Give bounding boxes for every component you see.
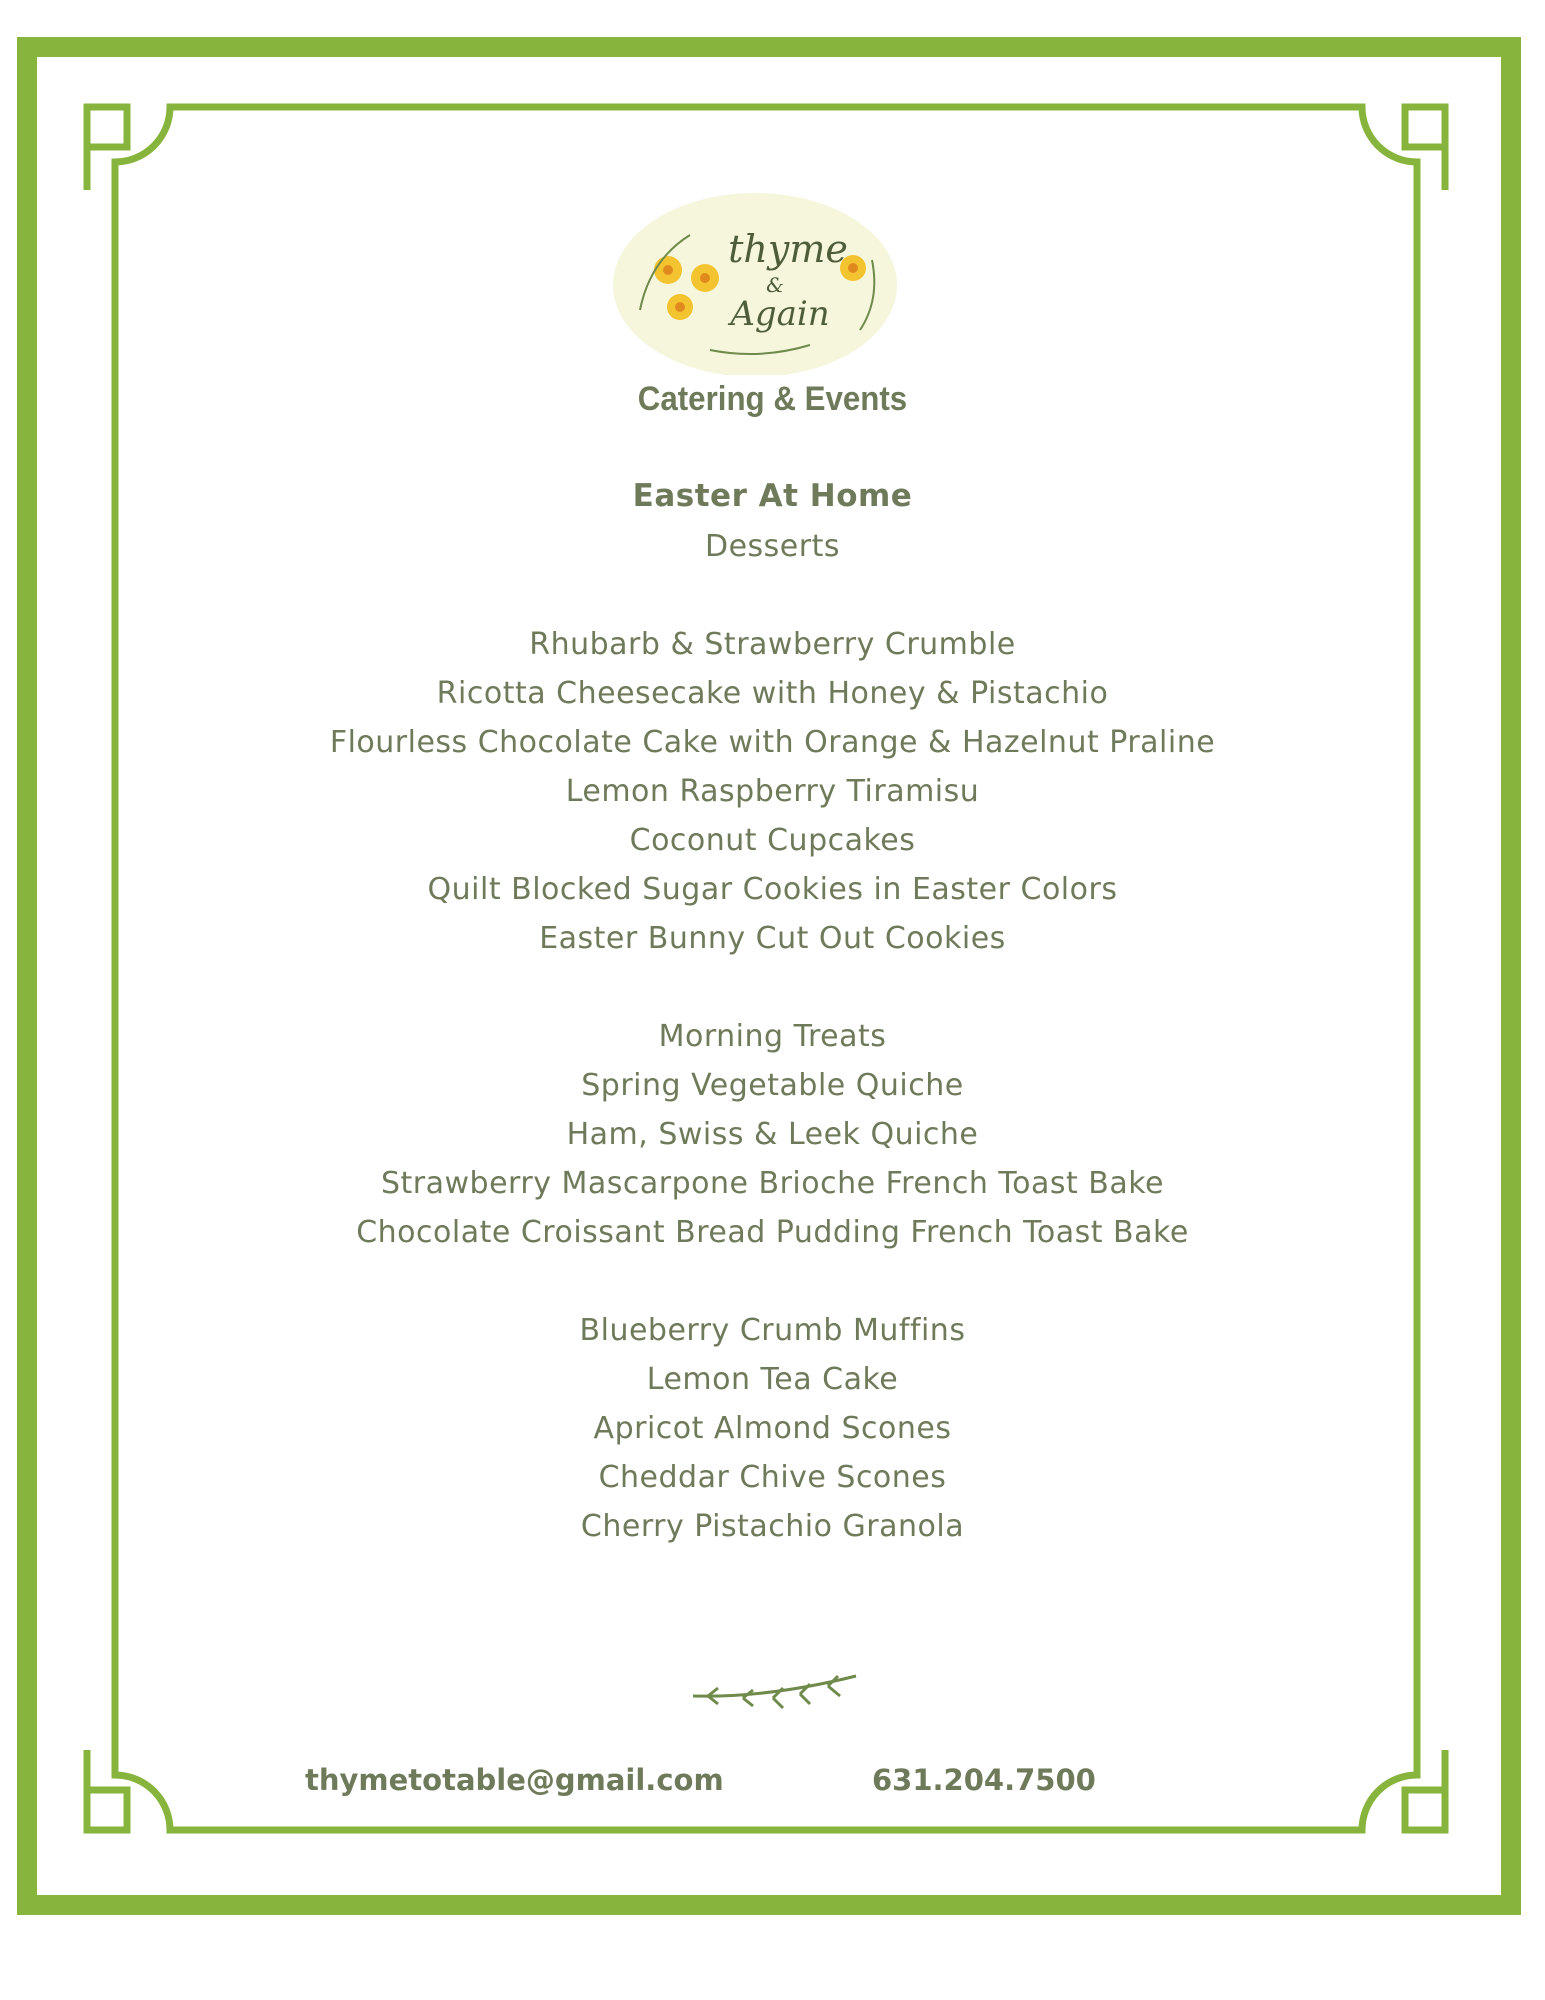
corner-square-bottom-left [87, 1790, 127, 1830]
menu-item: Ham, Swiss & Leek Quiche [566, 1117, 979, 1152]
thyme-again-logo [610, 190, 900, 375]
menu-subtitle: Desserts [704, 529, 840, 564]
menu-item: Apricot Almond Scones [593, 1411, 952, 1446]
menu [0, 470, 1545, 1551]
menu-item: Flourless Chocolate Cake with Orange & Hazelnut Praline [329, 725, 1216, 760]
menu-item: Rhubarb & Strawberry Crumble [529, 627, 1016, 662]
menu-item: Quilt Blocked Sugar Cookies in Easter Colors [427, 872, 1118, 907]
logo-name-line1: thyme [728, 227, 848, 271]
corner-square-bottom-right [1405, 1790, 1445, 1830]
menu-item: Strawberry Mascarpone Brioche French Toast Bake [381, 1166, 1164, 1201]
menu-item: Ricotta Cheesecake with Honey & Pistachio [436, 676, 1109, 711]
logo-name-line2: Again [730, 294, 830, 334]
logo-background [613, 193, 897, 375]
contact-phone[interactable]: 631.204.7500 [872, 1763, 1096, 1797]
contact-email[interactable]: thymetotable@gmail.com [305, 1763, 724, 1797]
menu-title: Easter At Home [632, 478, 913, 514]
herb-sprig-icon [688, 1668, 860, 1718]
logo-name-amp: & [766, 273, 784, 297]
menu-item: Cherry Pistachio Granola [580, 1509, 965, 1544]
corner-square-top-right [1405, 107, 1445, 147]
menu-item: Spring Vegetable Quiche [581, 1068, 964, 1103]
menu-item: Coconut Cupcakes [629, 823, 916, 858]
logo-tagline: Catering & Events [637, 380, 908, 418]
menu-item: Cheddar Chive Scones [598, 1460, 947, 1495]
corner-square-top-left [87, 107, 127, 147]
menu-item: Easter Bunny Cut Out Cookies [539, 921, 1006, 956]
menu-item: Chocolate Croissant Bread Pudding French Toast Bake [356, 1215, 1189, 1250]
menu-item: Blueberry Crumb Muffins [579, 1313, 966, 1348]
menu-item: Lemon Tea Cake [646, 1362, 899, 1397]
morning-treats-heading: Morning Treats [658, 1019, 887, 1054]
menu-item: Lemon Raspberry Tiramisu [565, 774, 980, 809]
